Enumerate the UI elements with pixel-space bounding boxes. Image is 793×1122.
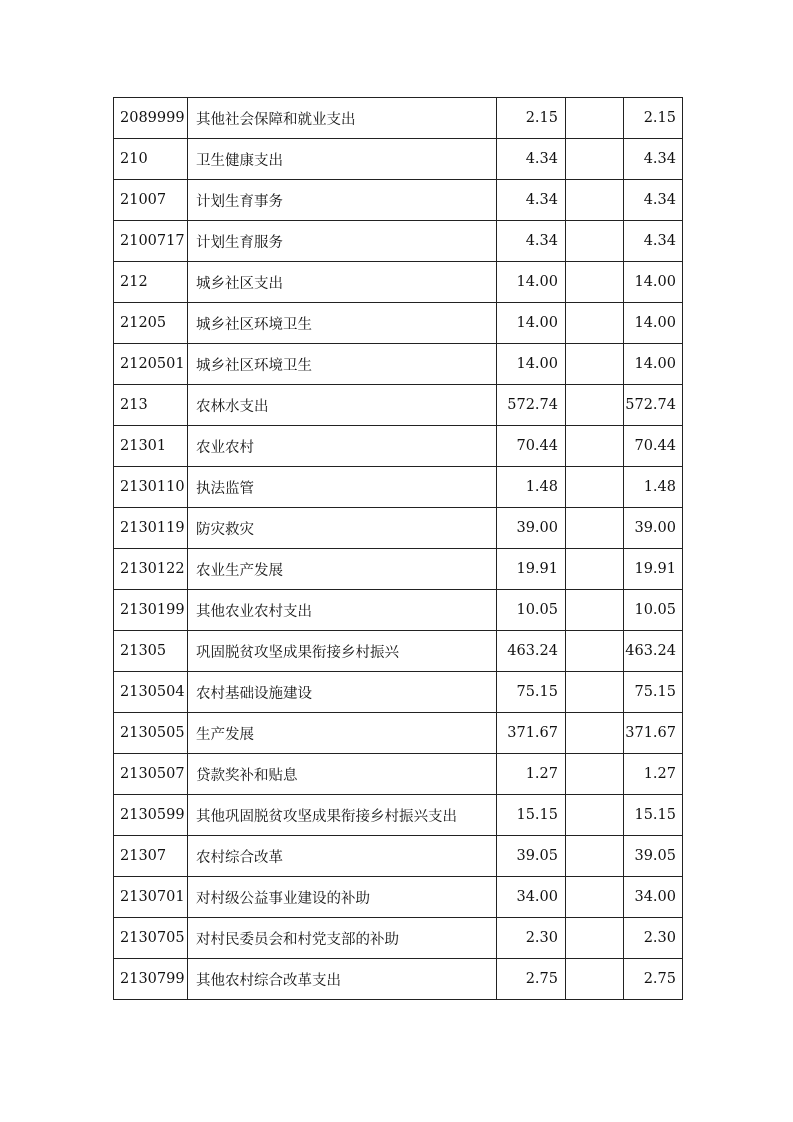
- table-row: [114, 426, 683, 467]
- total-amount-cell: 572.74: [624, 385, 683, 426]
- table-row: [114, 344, 683, 385]
- empty-amount-cell: [566, 180, 624, 221]
- empty-amount-cell: [566, 877, 624, 918]
- subject-code-cell: 21007: [114, 180, 188, 221]
- empty-amount-cell: [566, 139, 624, 180]
- subject-name-cell: 计划生育服务: [188, 221, 497, 262]
- total-amount-cell: 2.15: [624, 98, 683, 139]
- table-row: [114, 918, 683, 959]
- subject-code-cell: 2120501: [114, 344, 188, 385]
- table-row: [114, 713, 683, 754]
- total-amount-cell: 39.00: [624, 508, 683, 549]
- subject-code-cell: 21301: [114, 426, 188, 467]
- subject-name-cell: 贷款奖补和贴息: [188, 754, 497, 795]
- empty-amount-cell: [566, 508, 624, 549]
- table-row: [114, 221, 683, 262]
- amount-cell: 463.24: [497, 631, 566, 672]
- empty-amount-cell: [566, 713, 624, 754]
- subject-code-cell: 2130599: [114, 795, 188, 836]
- total-amount-cell: 14.00: [624, 262, 683, 303]
- table-row: [114, 385, 683, 426]
- amount-cell: 39.05: [497, 836, 566, 877]
- empty-amount-cell: [566, 98, 624, 139]
- total-amount-cell: 371.67: [624, 713, 683, 754]
- subject-name-cell: 农林水支出: [188, 385, 497, 426]
- total-amount-cell: 10.05: [624, 590, 683, 631]
- subject-code-cell: 21305: [114, 631, 188, 672]
- amount-cell: 4.34: [497, 139, 566, 180]
- table-row: [114, 672, 683, 713]
- empty-amount-cell: [566, 262, 624, 303]
- table-row: [114, 549, 683, 590]
- empty-amount-cell: [566, 590, 624, 631]
- subject-code-cell: 212: [114, 262, 188, 303]
- subject-name-cell: 执法监管: [188, 467, 497, 508]
- subject-code-cell: 2130122: [114, 549, 188, 590]
- empty-amount-cell: [566, 303, 624, 344]
- subject-code-cell: 210: [114, 139, 188, 180]
- empty-amount-cell: [566, 959, 624, 1000]
- empty-amount-cell: [566, 385, 624, 426]
- subject-code-cell: 2130119: [114, 508, 188, 549]
- subject-name-cell: 生产发展: [188, 713, 497, 754]
- subject-name-cell: 巩固脱贫攻坚成果衔接乡村振兴: [188, 631, 497, 672]
- total-amount-cell: 14.00: [624, 303, 683, 344]
- empty-amount-cell: [566, 918, 624, 959]
- subject-code-cell: 2130701: [114, 877, 188, 918]
- subject-name-cell: 城乡社区支出: [188, 262, 497, 303]
- subject-name-cell: 防灾救灾: [188, 508, 497, 549]
- empty-amount-cell: [566, 467, 624, 508]
- empty-amount-cell: [566, 221, 624, 262]
- budget-expenditure-table: [113, 97, 683, 1000]
- amount-cell: 39.00: [497, 508, 566, 549]
- subject-name-cell: 卫生健康支出: [188, 139, 497, 180]
- total-amount-cell: 4.34: [624, 180, 683, 221]
- total-amount-cell: 1.48: [624, 467, 683, 508]
- table-row: [114, 754, 683, 795]
- empty-amount-cell: [566, 549, 624, 590]
- table-row: [114, 303, 683, 344]
- total-amount-cell: 2.75: [624, 959, 683, 1000]
- subject-code-cell: 2100717: [114, 221, 188, 262]
- total-amount-cell: 75.15: [624, 672, 683, 713]
- subject-code-cell: 2130705: [114, 918, 188, 959]
- subject-name-cell: 其他社会保障和就业支出: [188, 98, 497, 139]
- amount-cell: 75.15: [497, 672, 566, 713]
- table-row: [114, 467, 683, 508]
- subject-name-cell: 城乡社区环境卫生: [188, 303, 497, 344]
- subject-code-cell: 2130110: [114, 467, 188, 508]
- amount-cell: 2.75: [497, 959, 566, 1000]
- subject-code-cell: 2130199: [114, 590, 188, 631]
- subject-name-cell: 对村民委员会和村党支部的补助: [188, 918, 497, 959]
- empty-amount-cell: [566, 426, 624, 467]
- subject-name-cell: 其他农村综合改革支出: [188, 959, 497, 1000]
- table-row: [114, 959, 683, 1000]
- total-amount-cell: 34.00: [624, 877, 683, 918]
- total-amount-cell: 15.15: [624, 795, 683, 836]
- amount-cell: 10.05: [497, 590, 566, 631]
- subject-code-cell: 2130505: [114, 713, 188, 754]
- table-row: [114, 795, 683, 836]
- subject-name-cell: 其他农业农村支出: [188, 590, 497, 631]
- table-row: [114, 98, 683, 139]
- empty-amount-cell: [566, 344, 624, 385]
- subject-code-cell: 213: [114, 385, 188, 426]
- subject-name-cell: 农村基础设施建设: [188, 672, 497, 713]
- amount-cell: 1.48: [497, 467, 566, 508]
- subject-name-cell: 农业生产发展: [188, 549, 497, 590]
- amount-cell: 15.15: [497, 795, 566, 836]
- table-row: [114, 590, 683, 631]
- table-body: [114, 98, 683, 1000]
- subject-code-cell: 21307: [114, 836, 188, 877]
- total-amount-cell: 463.24: [624, 631, 683, 672]
- subject-code-cell: 21205: [114, 303, 188, 344]
- amount-cell: 34.00: [497, 877, 566, 918]
- amount-cell: 14.00: [497, 303, 566, 344]
- amount-cell: 19.91: [497, 549, 566, 590]
- table-row: [114, 877, 683, 918]
- amount-cell: 4.34: [497, 180, 566, 221]
- subject-code-cell: 2130507: [114, 754, 188, 795]
- amount-cell: 14.00: [497, 262, 566, 303]
- amount-cell: 4.34: [497, 221, 566, 262]
- table-row: [114, 180, 683, 221]
- empty-amount-cell: [566, 836, 624, 877]
- subject-name-cell: 计划生育事务: [188, 180, 497, 221]
- total-amount-cell: 4.34: [624, 139, 683, 180]
- empty-amount-cell: [566, 795, 624, 836]
- amount-cell: 572.74: [497, 385, 566, 426]
- table-row: [114, 836, 683, 877]
- subject-name-cell: 其他巩固脱贫攻坚成果衔接乡村振兴支出: [188, 795, 497, 836]
- empty-amount-cell: [566, 672, 624, 713]
- subject-name-cell: 农业农村: [188, 426, 497, 467]
- table-row: [114, 631, 683, 672]
- total-amount-cell: 4.34: [624, 221, 683, 262]
- amount-cell: 70.44: [497, 426, 566, 467]
- amount-cell: 2.15: [497, 98, 566, 139]
- total-amount-cell: 14.00: [624, 344, 683, 385]
- subject-code-cell: 2089999: [114, 98, 188, 139]
- total-amount-cell: 19.91: [624, 549, 683, 590]
- subject-code-cell: 2130799: [114, 959, 188, 1000]
- empty-amount-cell: [566, 631, 624, 672]
- subject-name-cell: 农村综合改革: [188, 836, 497, 877]
- empty-amount-cell: [566, 754, 624, 795]
- subject-name-cell: 对村级公益事业建设的补助: [188, 877, 497, 918]
- total-amount-cell: 1.27: [624, 754, 683, 795]
- amount-cell: 371.67: [497, 713, 566, 754]
- total-amount-cell: 70.44: [624, 426, 683, 467]
- amount-cell: 14.00: [497, 344, 566, 385]
- total-amount-cell: 39.05: [624, 836, 683, 877]
- total-amount-cell: 2.30: [624, 918, 683, 959]
- table-row: [114, 139, 683, 180]
- amount-cell: 1.27: [497, 754, 566, 795]
- table-row: [114, 262, 683, 303]
- amount-cell: 2.30: [497, 918, 566, 959]
- table-row: [114, 508, 683, 549]
- subject-code-cell: 2130504: [114, 672, 188, 713]
- subject-name-cell: 城乡社区环境卫生: [188, 344, 497, 385]
